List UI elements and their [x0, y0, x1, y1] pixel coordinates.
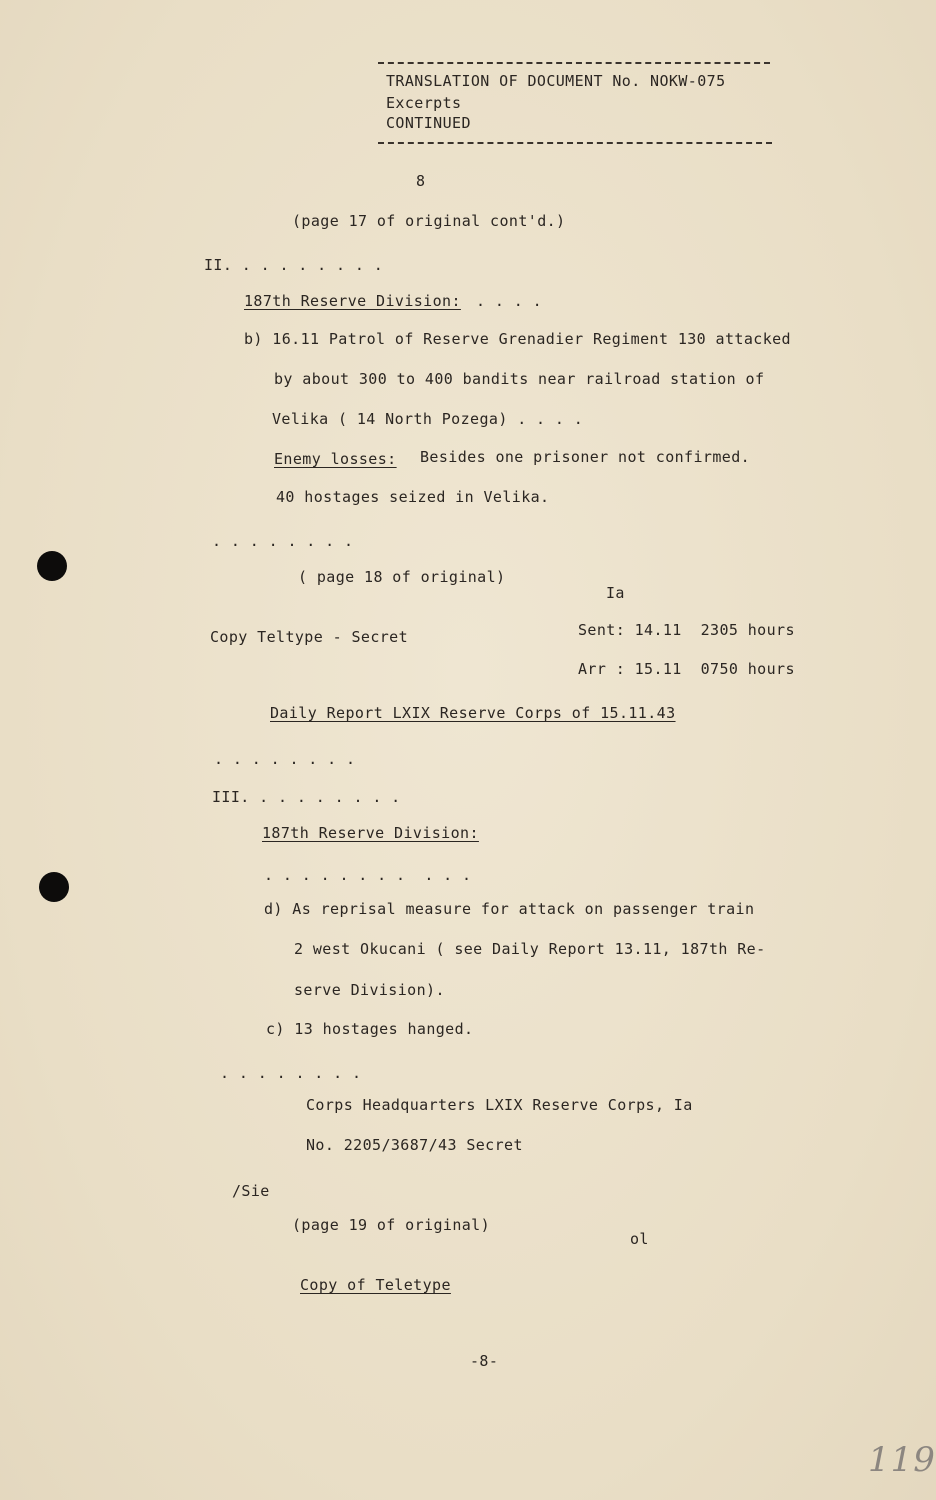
page-number: 8: [416, 172, 426, 190]
section-2-heading: II. . . . . . . . .: [204, 256, 384, 274]
header-bottom-rule: [378, 142, 772, 144]
header-subtitle: Excerpts: [386, 94, 462, 112]
enemy-losses-label: Enemy losses:: [274, 450, 397, 468]
punch-hole-bottom: [39, 872, 69, 902]
ol-mark: ol: [630, 1230, 649, 1248]
section-3-division-heading: 187th Reserve Division:: [262, 824, 479, 842]
handwritten-page-number: 119: [868, 1440, 936, 1480]
teletype-label: Copy Teltype - Secret: [210, 628, 409, 646]
item-b-line-3: Velika ( 14 North Pozega) . . . .: [272, 410, 584, 428]
daily-report-heading: Daily Report LXIX Reserve Corps of 15.11.43: [270, 704, 676, 722]
section-2-division-dots: . . . .: [476, 292, 543, 310]
item-b-line-1: b) 16.11 Patrol of Reserve Grenadier Regiment 130 attacked: [244, 330, 791, 348]
ia-label: Ia: [606, 584, 625, 602]
hostages-seized: 40 hostages seized in Velika.: [276, 488, 550, 506]
item-c: c) 13 hostages hanged.: [266, 1020, 474, 1038]
page-reference-19: (page 19 of original): [292, 1216, 491, 1234]
ellipsis-row-2: . . . . . . . .: [214, 750, 356, 768]
item-d-line-2: 2 west Okucani ( see Daily Report 13.11, 187th Re-: [294, 940, 766, 958]
corps-hq-line-2: No. 2205/3687/43 Secret: [306, 1136, 523, 1154]
page-reference-18: ( page 18 of original): [298, 568, 506, 586]
ellipsis-row-1: . . . . . . . .: [212, 532, 354, 550]
footer-page-number: -8-: [470, 1352, 499, 1370]
ellipsis-row-3: . . . . . . . .: [220, 1064, 362, 1082]
header-top-rule: [378, 62, 770, 64]
section-3-heading: III. . . . . . . . .: [212, 788, 401, 806]
corps-hq-line-1: Corps Headquarters LXIX Reserve Corps, Ia: [306, 1096, 693, 1114]
item-b-line-2: by about 300 to 400 bandits near railroad station of: [274, 370, 765, 388]
page-reference-17: (page 17 of original cont'd.): [292, 212, 566, 230]
item-d-line-3: serve Division).: [294, 981, 445, 999]
header-title: TRANSLATION OF DOCUMENT No. NOKW-075: [386, 72, 726, 90]
sent-time: Sent: 14.11 2305 hours: [578, 621, 795, 639]
copy-of-teletype: Copy of Teletype: [300, 1276, 451, 1294]
arrival-time: Arr : 15.11 0750 hours: [578, 660, 795, 678]
section-3-dots: . . . . . . . . . . .: [264, 866, 472, 884]
section-2-division-heading: 187th Reserve Division:: [244, 292, 461, 310]
header-status: CONTINUED: [386, 114, 471, 132]
item-d-line-1: d) As reprisal measure for attack on passenger train: [264, 900, 755, 918]
punch-hole-top: [37, 551, 67, 581]
enemy-losses-text: Besides one prisoner not confirmed.: [420, 448, 751, 466]
initials: /Sie: [232, 1182, 270, 1200]
